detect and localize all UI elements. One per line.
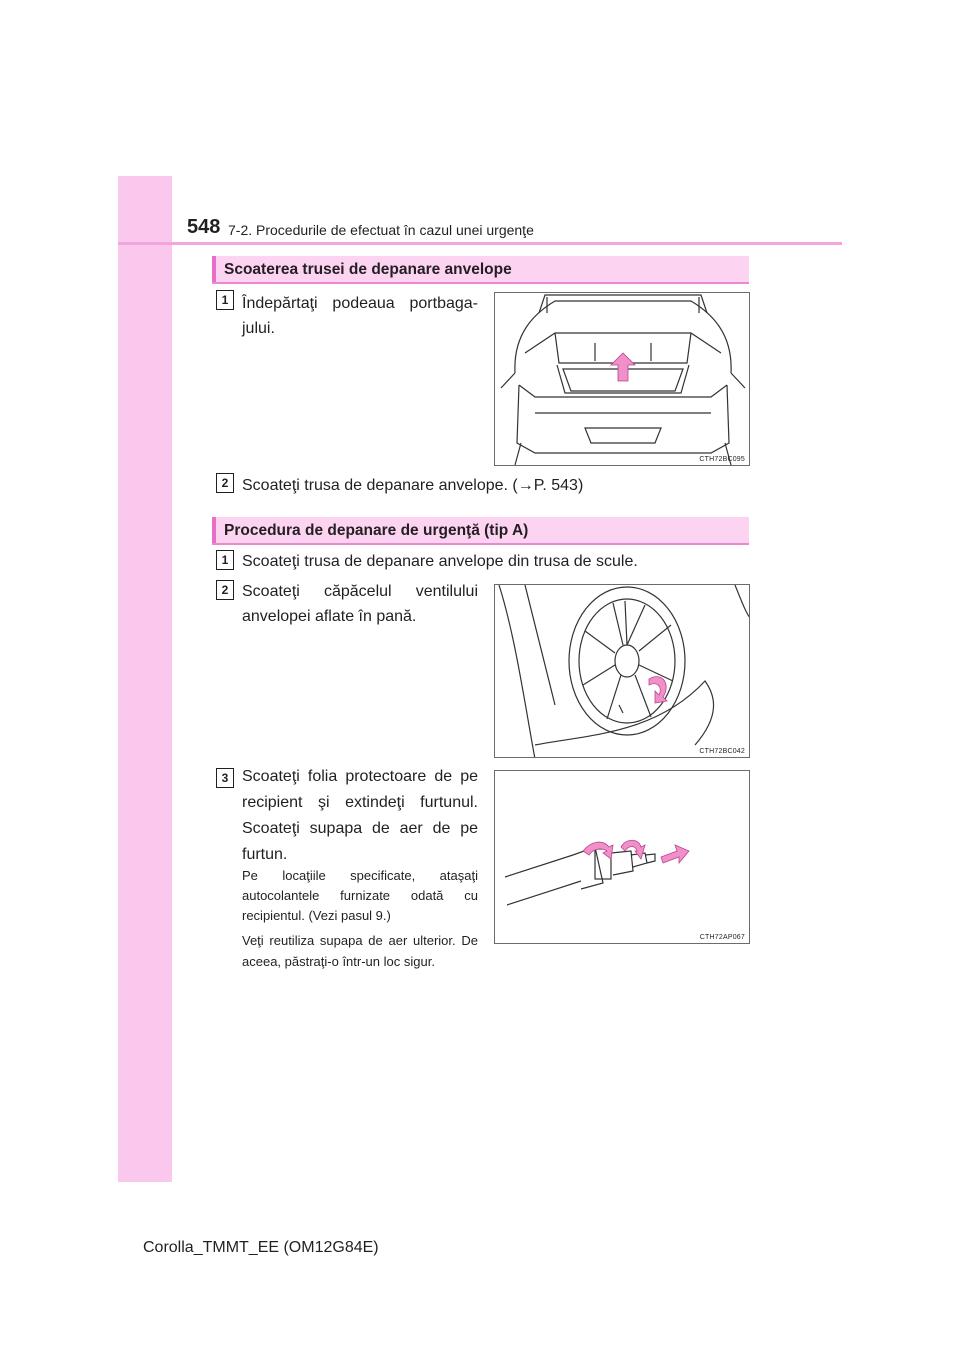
- section-accent: [212, 517, 216, 543]
- pull-arrow-icon: [661, 845, 689, 863]
- footer-text: Corolla_TMMT_EE (OM12G84E): [143, 1239, 379, 1256]
- step-number: 2: [216, 473, 234, 493]
- section-title-bar: [212, 256, 749, 284]
- hose-figure: [494, 770, 750, 944]
- step-note: Veţi reutiliza supapa de aer ulterior. De aceea, păstraţi-o într-un loc sigur.: [242, 933, 478, 969]
- section-header: 7-2. Procedurile de efectuat în cazul unei urgenţe: [228, 222, 534, 238]
- figure-code: CTH72AP067: [699, 934, 745, 941]
- trunk-illustration: [495, 293, 750, 466]
- step-number: 2: [216, 580, 234, 600]
- section-title-bar: [212, 517, 749, 545]
- page-number: 548: [187, 216, 221, 238]
- step-text: Scoateţi trusa de depanare anvelope. (→P. 543): [242, 477, 584, 494]
- trunk-figure: [494, 292, 750, 466]
- step-text: Scoateţi trusa de depanare anvelope din trusa de scule.: [242, 553, 638, 570]
- section-accent: [212, 256, 216, 282]
- up-arrow-icon: [611, 353, 635, 381]
- rotate-arrow-icon: [649, 677, 667, 703]
- step-number: 1: [216, 290, 234, 310]
- step-text: Scoateţi căpăcelul ventilului anvelopei aflate în pană.: [242, 583, 478, 625]
- step-number: 1: [216, 550, 234, 570]
- step-text: Scoateţi folia protectoare de pe recipient şi extindeţi furtunul. Scoateţi supapa de aer de pe furtun.: [242, 768, 478, 863]
- figure-code: CTH72BC095: [699, 456, 745, 463]
- step-number: 3: [216, 768, 234, 788]
- section-title: Procedura de depanare de urgenţă (tip A): [224, 522, 529, 539]
- rotate-arrow-icon: [621, 840, 645, 859]
- wheel-illustration: [495, 585, 750, 758]
- side-tab: [118, 176, 172, 1182]
- section-title: Scoaterea trusei de depanare anvelope: [224, 261, 512, 278]
- figure-code: CTH72BC042: [699, 748, 745, 755]
- rotate-arrow-icon: [583, 842, 613, 859]
- header-divider: [118, 242, 842, 245]
- step-note: Pe locaţiile specificate, ataşaţi autocolantele furnizate odată cu recipientul. (Vezi pasul 9.): [242, 868, 478, 923]
- wheel-figure: [494, 584, 750, 758]
- hose-illustration: [495, 771, 750, 944]
- step-text: Îndepărtaţi podeaua portbaga-jului.: [242, 295, 478, 337]
